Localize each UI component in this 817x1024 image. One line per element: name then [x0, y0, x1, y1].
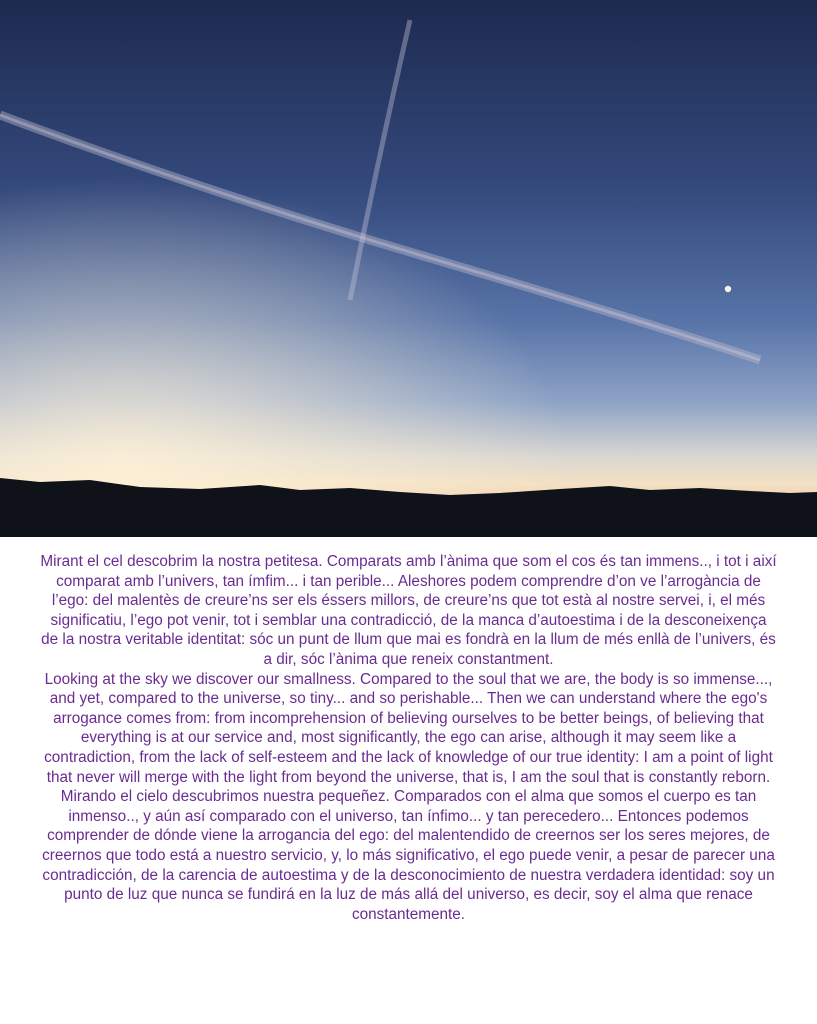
paragraph-english: Looking at the sky we discover our smallness. Compared to the soul that we are, the body is so immense..., and yet, compared to the universe, so tiny... and so perishable... Then we can understand where the ego's arrogance comes from: from incomprehension of believing ourselves to be better beings, of believing that everything is at our service and, most significantly, the ego can arise, although it may seem like a contradiction, from the lack of self-esteem and the lack of knowledge of our true identity: I am a point of light that never will merge with the light from beyond the universe, that is, I am the soul that is constantly reborn. [44, 670, 773, 786]
reflection-text [40, 552, 777, 924]
paragraph-spanish: Mirando el cielo descubrimos nuestra pequeñez. Comparados con el alma que somos el cuerpo es tan inmenso.., y aún así comparado con el universo, tan ínfimo... y tan perecedero... Entonces podemos comprender de dónde viene la arrogancia del ego: del malentendido de creernos ser los seres mejores, de creernos que todo está a nuestro servicio, y, lo más significativo, el ego puede venir, a pesar de parecer una contradicción, de la carencia de autoestima y de la desconocimiento de nuestra verdadera identidad: soy un punto de luz que nunca se fundirá en la luz de más allá del universo, es decir, soy el alma que renace constantemente. [42, 788, 775, 923]
moon-icon [725, 286, 731, 292]
paragraph-catalan: Mirant el cel descobrim la nostra petitesa. Comparats amb l’ànima que som el cos és tan immens.., i tot i així comparat amb l’univers, tan ímfim... i tan perible... Aleshores podem comprendre d’on ve l’arrogància de l’ego: del malentès de creure’ns ser els éssers millors, de creure’ns que tot està al nostre servei, i, el més significatiu, l’ego pot venir, tot i semblar una contradicció, de la manca d’autoestima i de la desconeixença de la nostra veritable identitat: sóc un punt de llum que mai es fondrà en la llum de més enllà de l’univers, és a dir, sóc l’ànima que reneix constantment. [40, 553, 777, 668]
